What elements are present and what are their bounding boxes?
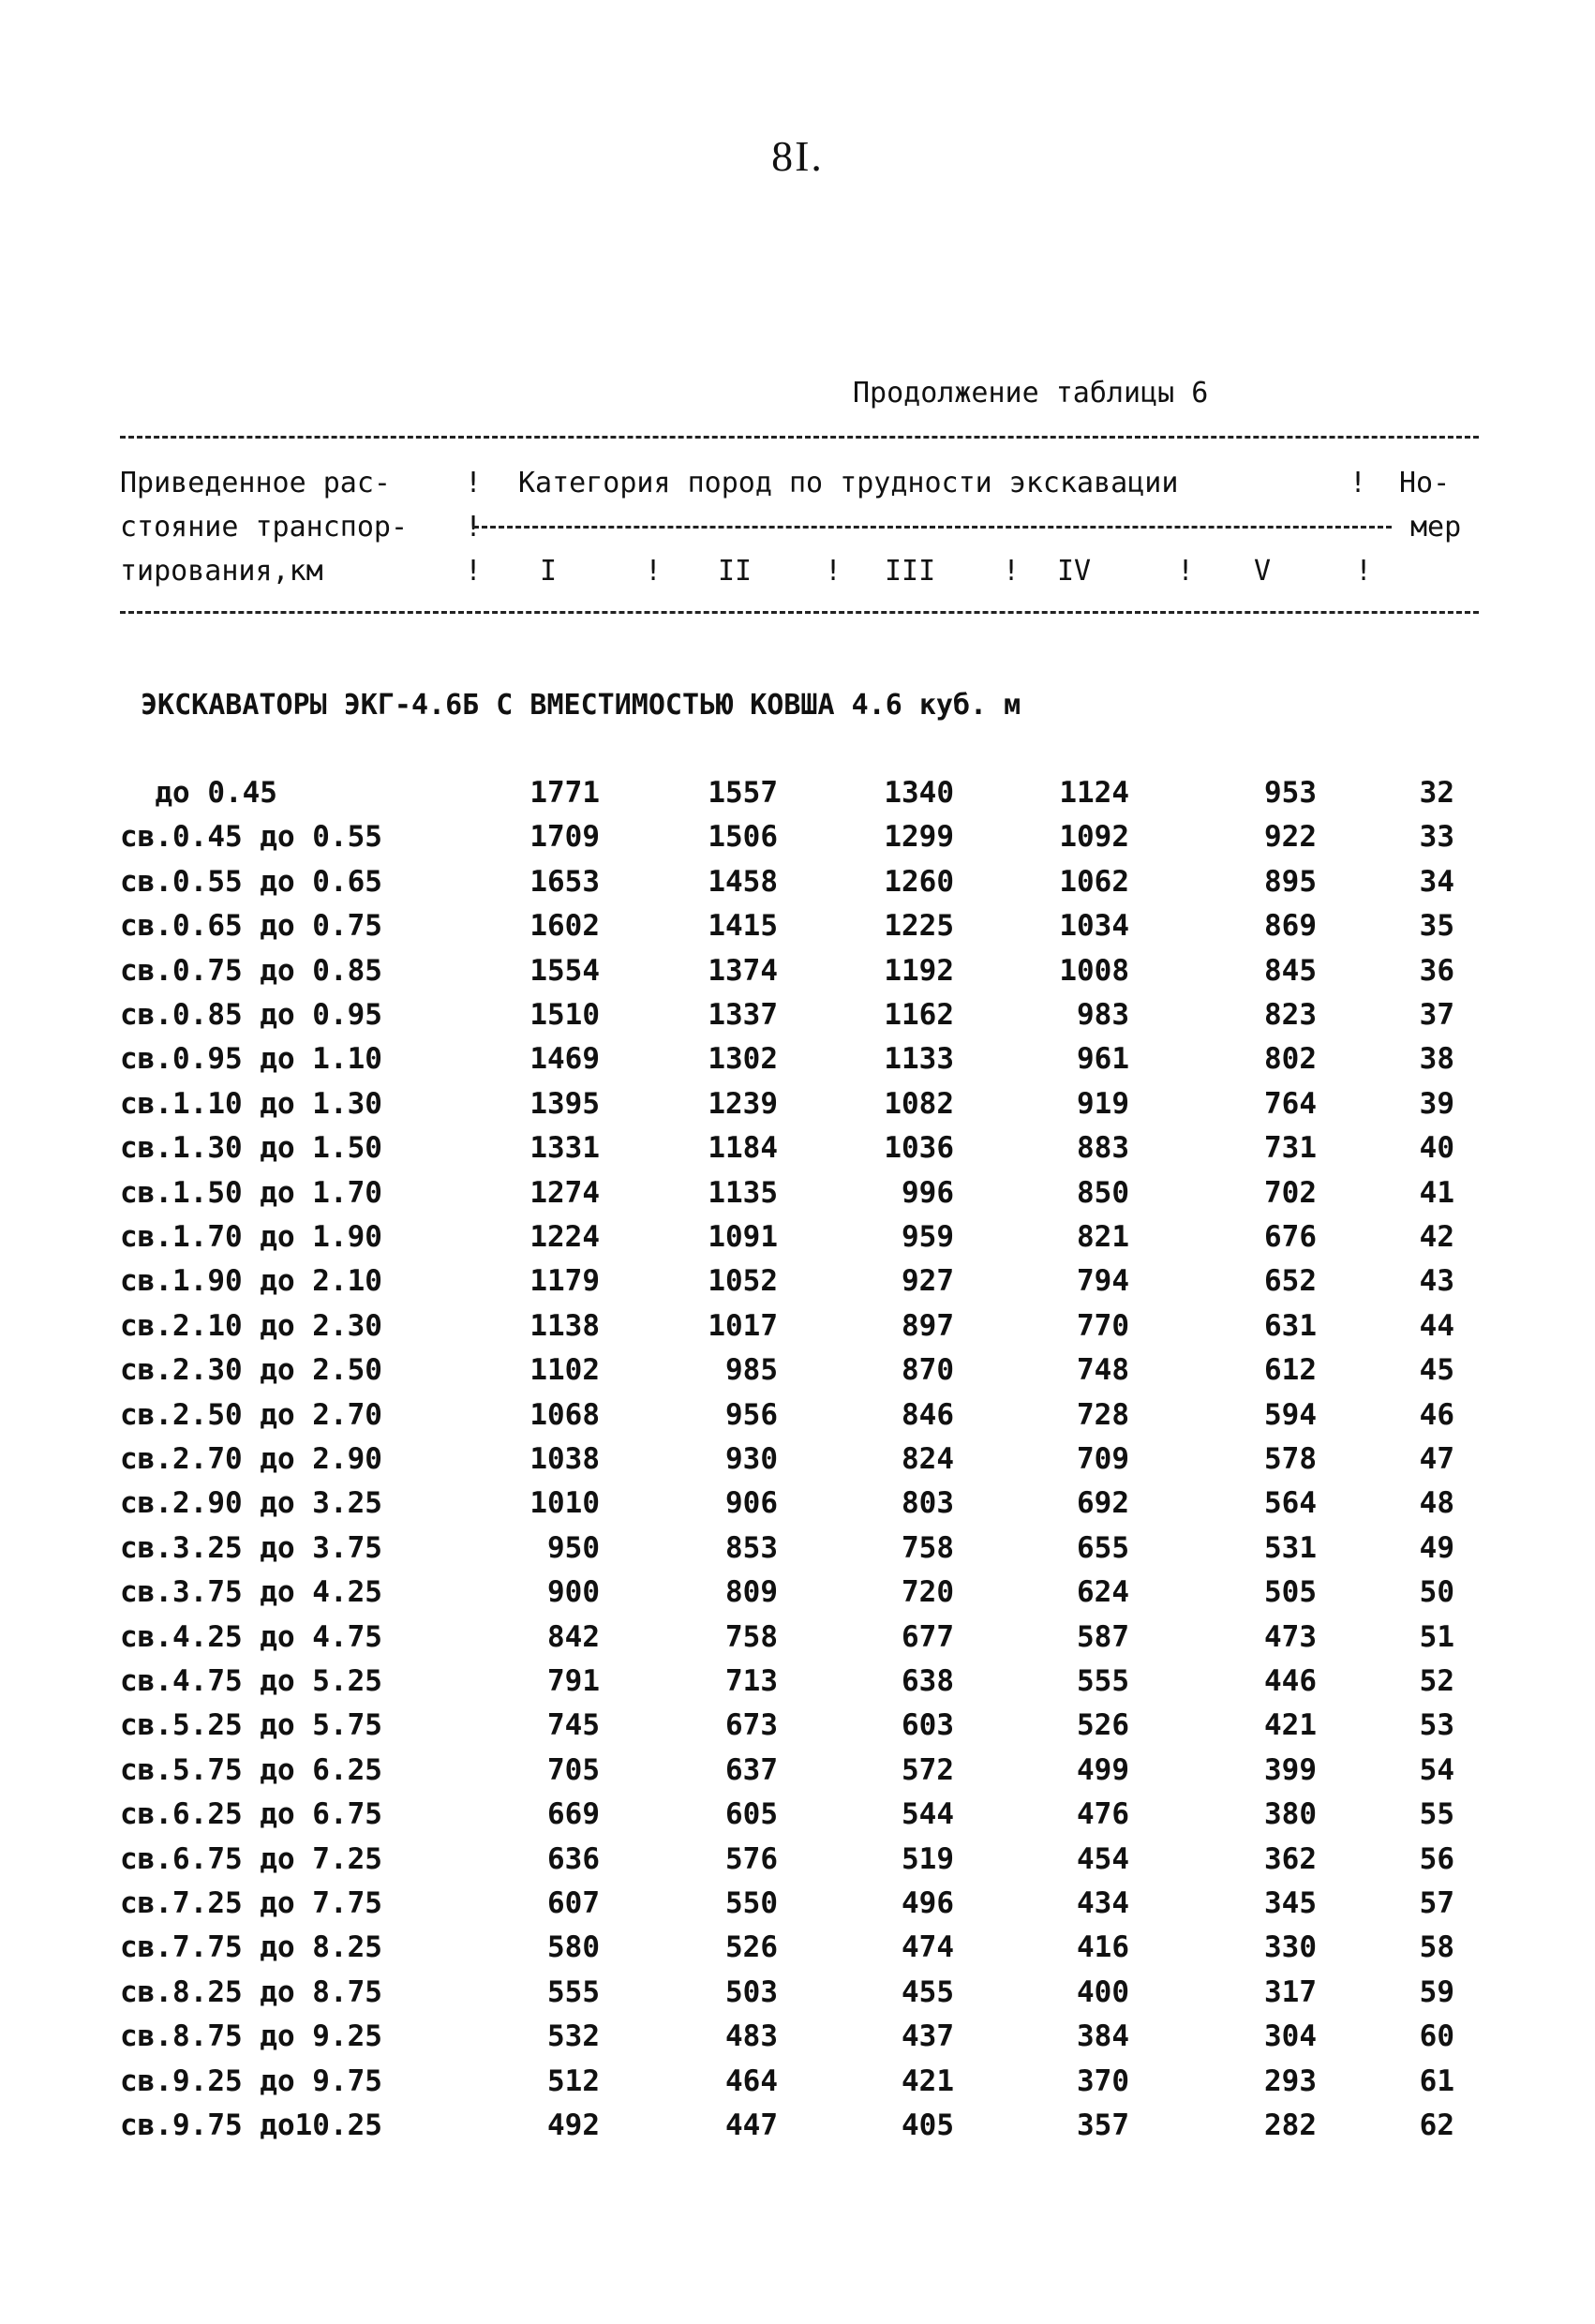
row-value-category-1: 1554 [529,953,600,988]
row-distance-label: св.2.50 до 2.70 [120,1397,382,1432]
row-distance-label: св.4.25 до 4.75 [120,1619,382,1654]
section-title: ЭКСКАВАТОРЫ ЭКГ-4.6Б С ВМЕСТИМОСТЬЮ КОВША 4.6 куб. м [141,689,1021,722]
row-distance-label: св.0.75 до 0.85 [120,953,382,988]
row-value-category-5: 731 [1264,1131,1317,1166]
row-value-category-4: 357 [1077,2108,1129,2142]
row-value-category-1: 1138 [529,1308,600,1343]
table-row [0,1886,1595,1930]
row-distance-label: св.2.90 до 3.25 [120,1486,382,1521]
row-value-category-2: 1135 [708,1175,778,1210]
header-separator: ! [1003,555,1021,588]
row-distance-label: св.6.25 до 6.75 [120,1797,382,1832]
row-value-category-4: 370 [1077,2063,1129,2098]
row-value-category-5: 473 [1264,1619,1317,1654]
row-number: 32 [1419,776,1454,810]
row-number: 56 [1419,1841,1454,1876]
table-row [0,865,1595,909]
row-value-category-1: 1102 [529,1353,600,1388]
row-value-category-3: 720 [902,1575,954,1610]
row-value-category-4: 794 [1077,1264,1129,1299]
row-value-category-2: 758 [725,1619,778,1654]
header-line-1 [120,467,1479,508]
table-row [0,1176,1595,1220]
row-value-category-5: 564 [1264,1486,1317,1521]
header-separator: ! [645,555,663,588]
row-number: 53 [1419,1708,1454,1743]
row-value-category-2: 1239 [708,1086,778,1121]
row-value-category-2: 576 [725,1841,778,1876]
row-distance-label: св.2.30 до 2.50 [120,1353,382,1388]
table-row [0,1309,1595,1353]
row-value-category-4: 1034 [1059,909,1129,944]
row-value-category-2: 713 [725,1664,778,1698]
row-value-category-5: 652 [1264,1264,1317,1299]
row-number: 59 [1419,1974,1454,2009]
row-value-category-3: 1082 [884,1086,954,1121]
row-number: 47 [1419,1442,1454,1476]
row-value-category-5: 802 [1264,1042,1317,1077]
row-value-category-5: 293 [1264,2063,1317,2098]
header-separator: ! [1177,555,1195,588]
row-value-category-3: 1192 [884,953,954,988]
table-row [0,909,1595,953]
row-distance-label: св.0.95 до 1.10 [120,1042,382,1077]
row-value-category-1: 1331 [529,1131,600,1166]
row-value-category-4: 961 [1077,1042,1129,1077]
row-distance-label: св.0.85 до 0.95 [120,998,382,1032]
row-value-category-4: 1008 [1059,953,1129,988]
row-value-category-3: 927 [902,1264,954,1299]
row-value-category-4: 555 [1077,1664,1129,1698]
row-value-category-4: 728 [1077,1397,1129,1432]
table-row [0,1353,1595,1397]
table-caption: Продолжение таблицы 6 [853,377,1209,410]
rule-top [120,436,1479,439]
row-value-category-2: 1017 [708,1308,778,1343]
header-category-3: III [885,555,936,588]
row-value-category-5: 330 [1264,1930,1317,1965]
row-value-category-3: 1162 [884,998,954,1032]
row-value-category-3: 677 [902,1619,954,1654]
table-row [0,1797,1595,1841]
row-value-category-1: 636 [547,1841,600,1876]
header-number-line-1: Но- [1399,467,1451,499]
row-value-category-3: 421 [902,2063,954,2098]
row-distance-label: св.0.65 до 0.75 [120,909,382,944]
table-row [0,1753,1595,1797]
row-value-category-4: 416 [1077,1930,1129,1965]
row-distance-label: св.8.75 до 9.25 [120,2019,382,2054]
header-category-1: I [540,555,558,588]
row-distance-label: св.6.75 до 7.25 [120,1841,382,1876]
row-distance-label: св.3.25 до 3.75 [120,1530,382,1565]
row-value-category-4: 587 [1077,1619,1129,1654]
row-value-category-3: 1260 [884,864,954,899]
row-value-category-1: 492 [547,2108,600,2142]
row-number: 52 [1419,1664,1454,1698]
header-separator: ! [1349,467,1367,499]
table-row [0,1398,1595,1442]
row-number: 49 [1419,1530,1454,1565]
row-value-category-1: 1010 [529,1486,600,1521]
header-inner-rule [473,526,1392,529]
row-distance-label: св.7.75 до 8.25 [120,1930,382,1965]
table-row [0,1708,1595,1752]
row-value-category-3: 572 [902,1752,954,1787]
row-value-category-3: 996 [902,1175,954,1210]
row-value-category-4: 655 [1077,1530,1129,1565]
row-value-category-1: 1602 [529,909,600,944]
row-distance-label: св.1.70 до 1.90 [120,1220,382,1254]
row-value-category-2: 673 [725,1708,778,1743]
header-separator: ! [825,555,842,588]
row-value-category-2: 503 [725,1974,778,2009]
row-value-category-4: 1092 [1059,820,1129,855]
row-distance-label: св.2.70 до 2.90 [120,1442,382,1476]
row-value-category-5: 362 [1264,1841,1317,1876]
header-category-5: V [1254,555,1272,588]
row-value-category-2: 1337 [708,998,778,1032]
row-distance-label: св.7.25 до 7.75 [120,1886,382,1920]
row-distance-label: св.1.30 до 1.50 [120,1131,382,1166]
table-row [0,1930,1595,1974]
row-value-category-3: 870 [902,1353,954,1388]
row-value-category-3: 1225 [884,909,954,944]
row-value-category-2: 1506 [708,820,778,855]
row-value-category-1: 1709 [529,820,600,855]
table-row [0,1442,1595,1486]
row-value-category-1: 1274 [529,1175,600,1210]
table-row [0,1486,1595,1530]
header-line-3 [120,555,1479,596]
row-value-category-2: 1302 [708,1042,778,1077]
row-value-category-2: 1557 [708,776,778,810]
rule-header-bottom [120,611,1479,614]
table-row [0,2019,1595,2063]
row-value-category-2: 985 [725,1353,778,1388]
row-value-category-5: 895 [1264,864,1317,899]
row-value-category-5: 612 [1264,1353,1317,1388]
row-value-category-2: 526 [725,1930,778,1965]
table-row [0,1087,1595,1131]
row-value-category-3: 496 [902,1886,954,1920]
row-distance-label: св.1.50 до 1.70 [120,1175,382,1210]
row-value-category-5: 845 [1264,953,1317,988]
row-number: 37 [1419,998,1454,1032]
row-value-category-1: 1179 [529,1264,600,1299]
row-value-category-2: 605 [725,1797,778,1832]
row-value-category-4: 983 [1077,998,1129,1032]
row-value-category-2: 1091 [708,1220,778,1254]
row-number: 36 [1419,953,1454,988]
row-value-category-2: 930 [725,1442,778,1476]
row-value-category-3: 603 [902,1708,954,1743]
table-row [0,1842,1595,1886]
row-distance-label: св.1.90 до 2.10 [120,1264,382,1299]
row-value-category-5: 594 [1264,1397,1317,1432]
row-number: 39 [1419,1086,1454,1121]
row-value-category-4: 883 [1077,1131,1129,1166]
row-value-category-2: 906 [725,1486,778,1521]
row-value-category-3: 638 [902,1664,954,1698]
row-value-category-2: 809 [725,1575,778,1610]
row-value-category-1: 1653 [529,864,600,899]
row-value-category-5: 399 [1264,1752,1317,1787]
row-value-category-5: 446 [1264,1664,1317,1698]
row-value-category-4: 1124 [1059,776,1129,810]
row-value-category-1: 900 [547,1575,600,1610]
row-distance-label: св.8.25 до 8.75 [120,1974,382,2009]
table-row [0,776,1595,820]
row-value-category-2: 1458 [708,864,778,899]
row-number: 41 [1419,1175,1454,1210]
row-distance-label: св.1.10 до 1.30 [120,1086,382,1121]
header-category-2: II [718,555,753,588]
row-value-category-5: 505 [1264,1575,1317,1610]
header-separator: ! [465,511,483,544]
row-number: 62 [1419,2108,1454,2142]
table-row [0,998,1595,1042]
row-value-category-2: 1052 [708,1264,778,1299]
row-value-category-3: 897 [902,1308,954,1343]
row-value-category-5: 421 [1264,1708,1317,1743]
row-value-category-4: 400 [1077,1974,1129,2009]
header-distance-line-1: Приведенное рас- [120,467,391,499]
row-value-category-1: 745 [547,1708,600,1743]
row-value-category-2: 853 [725,1530,778,1565]
header-category-group: Категория пород по трудности экскавации [518,467,1179,499]
row-value-category-1: 1395 [529,1086,600,1121]
row-number: 34 [1419,864,1454,899]
row-distance-label: св.2.10 до 2.30 [120,1308,382,1343]
row-value-category-4: 1062 [1059,864,1129,899]
row-value-category-4: 709 [1077,1442,1129,1476]
row-distance-label: св.5.75 до 6.25 [120,1752,382,1787]
row-value-category-4: 434 [1077,1886,1129,1920]
page-number: 8I. [771,132,824,180]
row-distance-label: св.0.55 до 0.65 [120,864,382,899]
row-value-category-4: 454 [1077,1841,1129,1876]
row-value-category-5: 304 [1264,2019,1317,2054]
row-distance-label: св.3.75 до 4.25 [120,1575,382,1610]
row-value-category-5: 631 [1264,1308,1317,1343]
row-number: 60 [1419,2019,1454,2054]
row-value-category-5: 702 [1264,1175,1317,1210]
row-value-category-1: 1224 [529,1220,600,1254]
header-line-2 [120,511,1479,552]
row-value-category-5: 317 [1264,1974,1317,2009]
row-value-category-4: 770 [1077,1308,1129,1343]
row-value-category-3: 1036 [884,1131,954,1166]
row-value-category-4: 919 [1077,1086,1129,1121]
row-number: 44 [1419,1308,1454,1343]
row-value-category-2: 1415 [708,909,778,944]
row-value-category-5: 764 [1264,1086,1317,1121]
row-value-category-4: 384 [1077,2019,1129,2054]
row-distance-label: св.5.25 до 5.75 [120,1708,382,1743]
row-value-category-3: 1133 [884,1042,954,1077]
row-value-category-2: 1184 [708,1131,778,1166]
row-number: 43 [1419,1264,1454,1299]
row-value-category-3: 544 [902,1797,954,1832]
row-value-category-1: 1038 [529,1442,600,1476]
header-number-line-2: мер [1410,511,1462,544]
row-value-category-2: 1374 [708,953,778,988]
row-value-category-1: 1068 [529,1397,600,1432]
row-value-category-1: 580 [547,1930,600,1965]
row-value-category-1: 1469 [529,1042,600,1077]
table-row [0,1220,1595,1264]
row-value-category-5: 676 [1264,1220,1317,1254]
row-number: 50 [1419,1575,1454,1610]
table-row [0,1575,1595,1619]
table-row [0,954,1595,998]
row-value-category-3: 758 [902,1530,954,1565]
row-value-category-5: 578 [1264,1442,1317,1476]
table-row [0,1975,1595,2019]
header-distance-line-2: стояние транспор- [120,511,409,544]
row-value-category-2: 464 [725,2063,778,2098]
row-number: 55 [1419,1797,1454,1832]
table-row [0,1531,1595,1575]
table-row [0,1264,1595,1308]
row-value-category-4: 850 [1077,1175,1129,1210]
row-value-category-2: 637 [725,1752,778,1787]
row-value-category-1: 532 [547,2019,600,2054]
row-value-category-4: 624 [1077,1575,1129,1610]
row-number: 61 [1419,2063,1454,2098]
row-value-category-4: 476 [1077,1797,1129,1832]
row-value-category-4: 692 [1077,1486,1129,1521]
row-value-category-2: 483 [725,2019,778,2054]
row-distance-label: св.9.25 до 9.75 [120,2063,382,2098]
row-value-category-3: 1340 [884,776,954,810]
table-row [0,1664,1595,1708]
row-value-category-1: 791 [547,1664,600,1698]
row-distance-label: св.9.75 до10.25 [120,2108,382,2142]
row-value-category-5: 282 [1264,2108,1317,2142]
row-value-category-5: 345 [1264,1886,1317,1920]
header-separator: ! [465,555,483,588]
row-number: 48 [1419,1486,1454,1521]
row-number: 45 [1419,1353,1454,1388]
row-value-category-5: 823 [1264,998,1317,1032]
row-value-category-5: 380 [1264,1797,1317,1832]
row-value-category-5: 953 [1264,776,1317,810]
row-number: 54 [1419,1752,1454,1787]
row-value-category-3: 437 [902,2019,954,2054]
row-distance-label: до 0.45 [120,776,277,810]
row-distance-label: св.4.75 до 5.25 [120,1664,382,1698]
row-value-category-5: 922 [1264,820,1317,855]
table-row [0,1131,1595,1175]
row-number: 38 [1419,1042,1454,1077]
table-row [0,2108,1595,2153]
row-value-category-1: 555 [547,1974,600,2009]
row-value-category-2: 956 [725,1397,778,1432]
row-number: 57 [1419,1886,1454,1920]
row-value-category-5: 531 [1264,1530,1317,1565]
row-value-category-2: 447 [725,2108,778,2142]
header-separator: ! [465,467,483,499]
row-number: 51 [1419,1619,1454,1654]
row-value-category-1: 1771 [529,776,600,810]
row-number: 35 [1419,909,1454,944]
header-separator: ! [1355,555,1373,588]
row-value-category-1: 669 [547,1797,600,1832]
row-value-category-3: 1299 [884,820,954,855]
row-value-category-5: 869 [1264,909,1317,944]
row-distance-label: св.0.45 до 0.55 [120,820,382,855]
row-number: 42 [1419,1220,1454,1254]
row-value-category-1: 705 [547,1752,600,1787]
row-value-category-3: 846 [902,1397,954,1432]
row-value-category-4: 499 [1077,1752,1129,1787]
row-value-category-1: 1510 [529,998,600,1032]
header-distance-line-3: тирования,км [120,555,323,588]
row-value-category-4: 526 [1077,1708,1129,1743]
row-number: 40 [1419,1131,1454,1166]
row-value-category-3: 455 [902,1974,954,2009]
table-row [0,1042,1595,1086]
row-number: 33 [1419,820,1454,855]
row-value-category-3: 519 [902,1841,954,1876]
table-row [0,820,1595,864]
row-value-category-1: 842 [547,1619,600,1654]
row-value-category-3: 803 [902,1486,954,1521]
row-number: 46 [1419,1397,1454,1432]
row-value-category-1: 950 [547,1530,600,1565]
row-value-category-4: 821 [1077,1220,1129,1254]
row-value-category-3: 405 [902,2108,954,2142]
row-value-category-4: 748 [1077,1353,1129,1388]
row-value-category-3: 824 [902,1442,954,1476]
row-value-category-1: 607 [547,1886,600,1920]
row-value-category-1: 512 [547,2063,600,2098]
table-row [0,1620,1595,1664]
header-category-4: IV [1057,555,1092,588]
row-value-category-3: 959 [902,1220,954,1254]
row-number: 58 [1419,1930,1454,1965]
row-value-category-3: 474 [902,1930,954,1965]
row-value-category-2: 550 [725,1886,778,1920]
table-row [0,2064,1595,2108]
